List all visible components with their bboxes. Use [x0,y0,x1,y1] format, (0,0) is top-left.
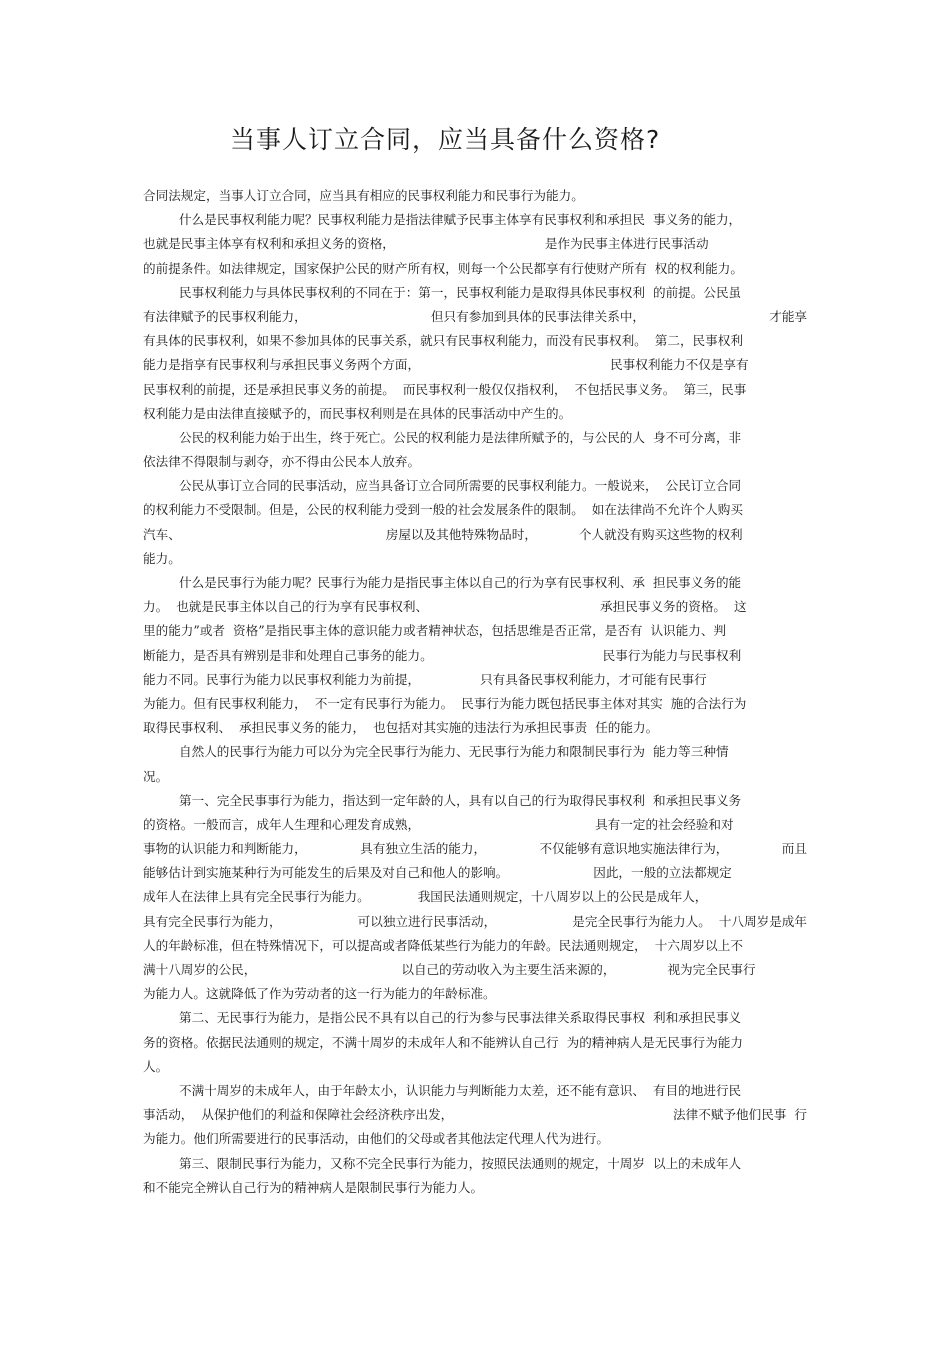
text-segment: 才能享 [769,308,807,324]
text-segment: 是完全民事行为能力人。 十八周岁是成年 [572,913,807,929]
text-segment: 里的能力”或者 资格”是指民事主体的意识能力或者精神状态，包括思维是否正常，是否有 认识能力、判 [143,623,727,639]
text-line [143,982,807,1006]
text-segment: 房屋以及其他特殊物品时， [385,526,537,542]
text-line [143,644,807,668]
text-segment: 法律不赋予他们民事 行 [673,1107,807,1123]
text-segment: 具有独立生活的能力， [360,841,487,857]
text-segment: 为能力。他们所需要进行的民事活动，由他们的父母或者其他法定代理人代为进行。 [143,1131,609,1147]
text-line [143,668,807,692]
text-segment: 以自己的劳动收入为主要生活来源的， [401,962,616,977]
text-segment: 事活动， 从保护他们的利益和保障社会经济秩序出发， [143,1107,454,1123]
text-segment: 第二、无民事行为能力，是指公民不具有以自己的行为参与民事法律关系取得民事权 利和承担民事义 [179,1010,742,1026]
text-segment: 人。 [143,1058,169,1074]
text-line [143,232,807,256]
text-line [143,1006,807,1030]
document-body [143,184,807,1200]
text-segment: 但只有参加到具体的民事法律关系中， [430,308,646,324]
text-segment: 我国民法通则规定，十八周岁以上的公民是成年人， [417,889,708,905]
text-segment: 不满十周岁的未成年人，由于年龄太小，认识能力与判断能力太差，还不能有意识、 有目的地进行民 [179,1082,742,1098]
text-line [143,789,807,813]
text-line [143,1127,807,1151]
text-segment: 个人就没有购买这些物的权利 [578,526,743,542]
text-segment: 民事权利能力不仅是享有 [610,357,749,373]
text-segment: 的资格。一般而言，成年人生理和心理发育成熟， [143,816,421,832]
text-line [143,813,807,837]
text-line [143,426,807,450]
text-line [143,329,807,353]
text-segment: 取得民事权利、 承担民事义务的能力， 也包括对其实施的违法行为承担民事责 任的能力。 [143,720,659,736]
text-line [143,837,807,861]
text-line [143,184,807,208]
text-segment: 公民从事订立合同的民事活动，应当具备订立合同所需要的民事权利能力。一般说来， 公民订立合同 [179,478,742,494]
text-line [143,353,807,377]
text-line [143,571,807,595]
text-segment: 具有完全民事行为能力， [143,913,282,929]
text-line [143,1176,807,1200]
text-segment: 能力不同。民事行为能力以民事权利能力为前提， [143,671,421,687]
text-line [143,934,807,958]
text-segment: 有法律赋予的民事权利能力， [143,308,307,324]
text-segment: 也就是民事主体享有权利和承担义务的资格， [143,236,395,252]
text-segment: 能力是指享有民事权利与承担民事义务两个方面， [143,357,421,373]
text-line [143,1079,807,1103]
text-segment: 第三、限制民事行为能力，又称不完全民事行为能力，按照民法通则的规定，十周岁 以上的未成年人 [179,1155,742,1171]
text-segment: 承担民事义务的资格。 这 [600,599,747,615]
text-line [143,281,807,305]
text-line [143,378,807,402]
text-segment: 有具体的民事权利，如果不参加具体的民事关系，就只有民事权利能力，而没有民事权利。 第二，民事权利 [143,333,743,349]
text-line [143,1031,807,1055]
text-line [143,450,807,474]
text-line [143,595,807,619]
text-segment: 因此，一般的立法都规定 [593,865,732,881]
text-line [143,305,807,329]
text-segment: 和不能完全辨认自己行为的精神病人是限制民事行为能力人。 [143,1179,484,1195]
text-segment: 什么是民事权利能力呢？民事权利能力是指法律赋予民事主体享有民事权利和承担民 事义务的能力， [179,212,742,228]
text-line [143,547,807,571]
text-segment: 人的年龄标准，但在特殊情况下，可以提高或者降低某些行为能力的年龄。民法通则规定， 十六周岁以上不 [143,937,743,953]
text-segment: 依法律不得限制与剥夺，亦不得由公民本人放弃。 [143,454,421,470]
text-segment: 为能力。但有民事权利能力， 不一定有民事行为能力。 民事行为能力既包括民事主体对其实 施的合法行为 [143,695,747,711]
text-line [143,958,807,982]
text-segment: 权利能力是由法律直接赋予的，而民事权利则是在具体的民事活动中产生的。 [143,405,572,421]
text-line [143,619,807,643]
text-segment: 自然人的民事行为能力可以分为完全民事行为能力、无民事行为能力和限制民事行为 能力等三种情 [179,744,729,760]
text-line [143,523,807,547]
text-segment: 只有具备民事权利能力，才可能有民事行 [480,671,707,687]
text-segment: 公民的权利能力始于出生，终于死亡。公民的权利能力是法律所赋予的，与公民的人 身不可分离，非 [179,429,742,445]
text-line [143,692,807,716]
text-line [143,740,807,764]
page-title: 当事人订立合同，应当具备什么资格? [230,125,661,154]
text-segment: 的权利能力不受限制。但是，公民的权利能力受到一般的社会发展条件的限制。 如在法律尚不允许个人购买 [143,502,743,518]
text-segment: 能力。 [143,550,181,566]
text-line [143,716,807,740]
text-segment: 可以独立进行民事活动， [357,913,497,929]
text-segment: 汽车、 [143,526,181,542]
text-segment: 务的资格。依据民法通则的规定，不满十周岁的未成年人和不能辨认自己行 为的精神病人是无民事行为能力 [143,1034,743,1050]
text-segment: 的前提条件。如法律规定，国家保护公民的财产所有权，则每一个公民都享有行使财产所有 权的权利能力。 [143,260,743,276]
text-line [143,1055,807,1079]
text-line [143,208,807,232]
text-line [143,257,807,281]
text-segment: 合同法规定，当事人订立合同，应当具有相应的民事权利能力和民事行为能力。 [143,188,584,203]
text-segment: 视为完全民事行 [667,962,756,977]
text-line [143,765,807,789]
text-line [143,910,807,934]
text-segment: 为能力人。这就降低了作为劳动者的这一行为能力的年龄标准。 [143,986,496,1002]
text-segment: 事物的认识能力和判断能力， [143,841,307,857]
text-segment: 能够估计到实施某种行为可能发生的后果及对自己和他人的影响。 [143,865,509,881]
text-segment: 不仅能够有意识地实施法律行为， [539,841,729,857]
text-line [143,498,807,522]
text-segment: 民事权利的前提，还是承担民事义务的前提。 而民事权利一般仅仅指权利， 不包括民事义务。 第三，民事 [143,381,747,397]
text-segment: 第一、完全民事事行为能力，指达到一定年龄的人，具有以自己的行为取得民事权利 和承担民事义务 [179,792,742,808]
text-line [143,1103,807,1127]
text-line [143,1152,807,1176]
text-segment: 力。 也就是民事主体以自己的行为享有民事权利、 [143,599,429,615]
text-segment: 成年人在法律上具有完全民事行为能力。 [143,889,370,905]
text-segment: 什么是民事行为能力呢？民事行为能力是指民事主体以自己的行为享有民事权利、承 担民事义务的能 [179,575,742,590]
text-segment: 是作为民事主体进行民事活动 [544,236,709,252]
text-line [143,402,807,426]
text-segment: 民事权利能力与具体民事权利的不同在于：第一，民事权利能力是取得具体民事权利 的前提。公民虽 [179,284,742,300]
text-segment: 况。 [143,768,169,784]
text-line [143,474,807,498]
text-segment: 断能力，是否具有辨别是非和处理自己事务的能力。 [143,647,433,663]
text-segment: 民事行为能力与民事权利 [602,647,742,663]
text-line [143,885,807,909]
text-segment: 具有一定的社会经验和对 [595,816,734,832]
text-segment: 满十八周岁的公民， [143,962,257,977]
text-line [143,861,807,885]
text-segment: 而且 [781,841,807,857]
